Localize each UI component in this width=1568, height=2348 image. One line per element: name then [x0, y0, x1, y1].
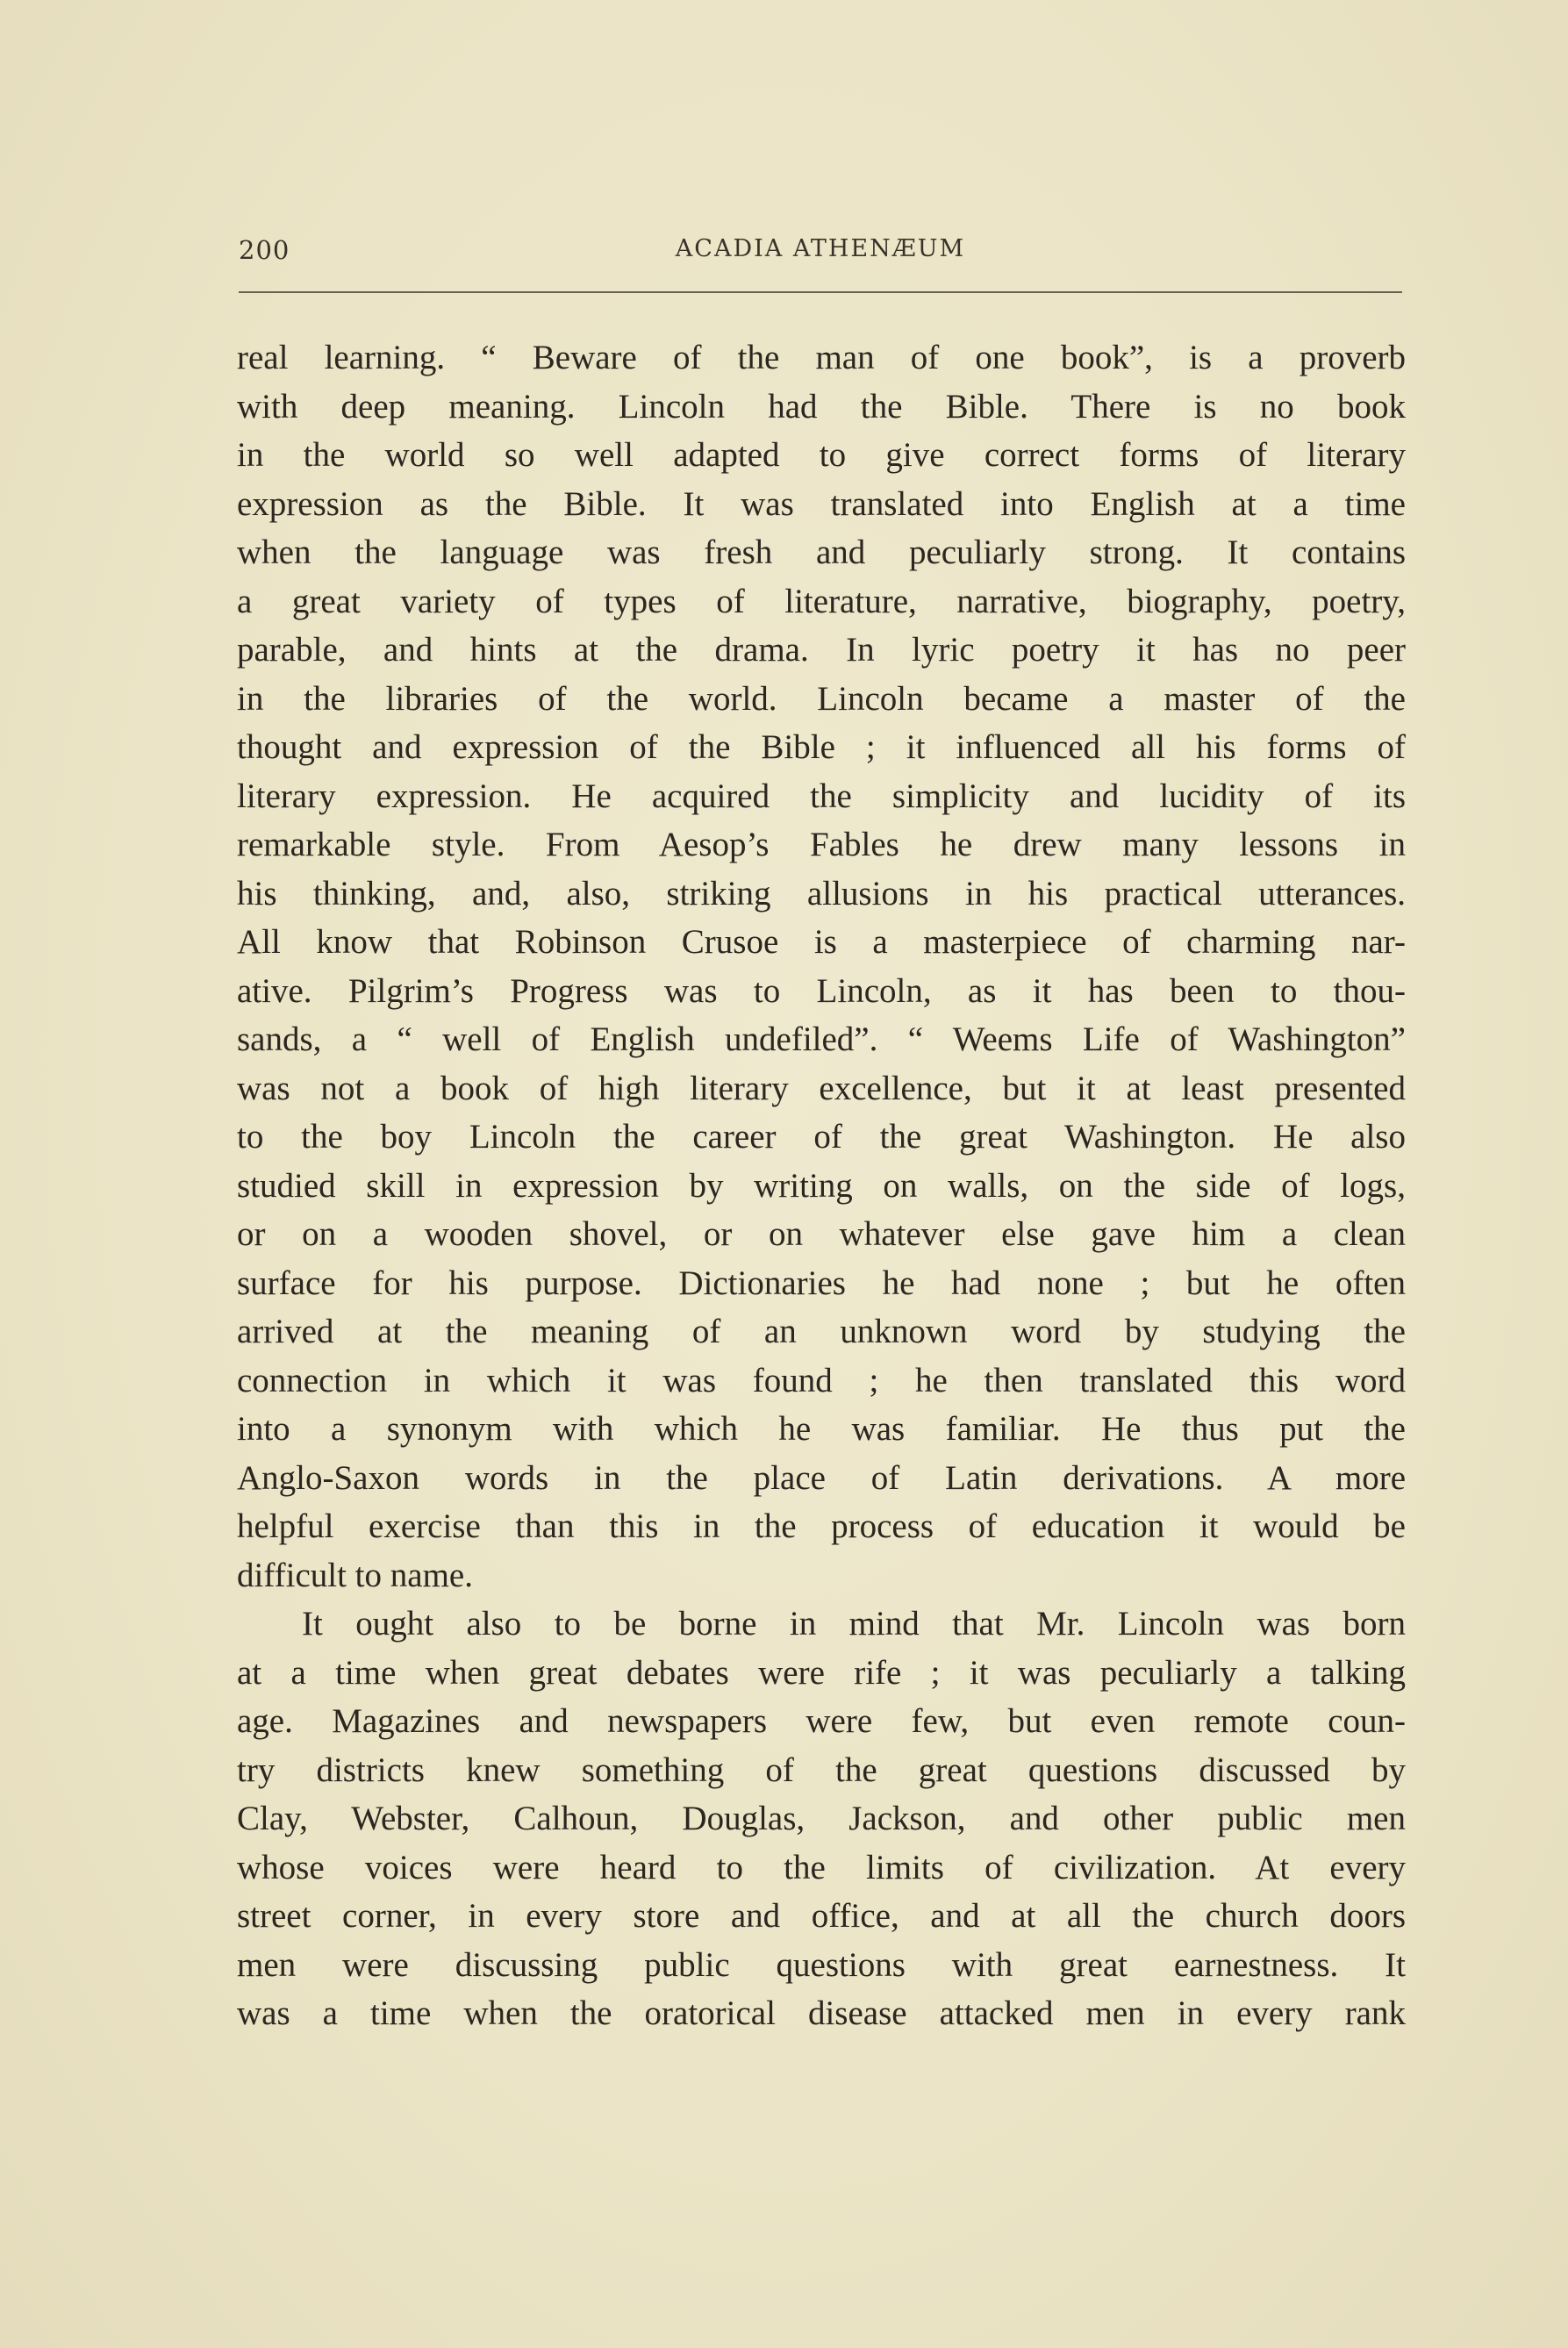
text-line: literary expression. He acquired the simplicity and lucidity of its — [237, 777, 1406, 815]
text-line: expression as the Bible. It was translated into English at a time — [237, 484, 1406, 523]
text-line: try districts knew something of the great questions discussed by — [237, 1750, 1406, 1789]
text-line: ative. Pilgrim’s Progress was to Lincoln, as it has been to thou- — [237, 971, 1406, 1010]
page-number: 200 — [239, 235, 290, 265]
text-line: helpful exercise than this in the process of education it would be — [237, 1507, 1406, 1545]
text-line: thought and expression of the Bible ; it influenced all his forms of — [237, 728, 1406, 766]
page-header — [239, 235, 1402, 274]
text-line: street corner, in every store and office, and at all the church doors — [237, 1897, 1406, 1935]
text-line: Clay, Webster, Calhoun, Douglas, Jackson, and other public men — [237, 1800, 1406, 1837]
text-line: in the libraries of the world. Lincoln became a master of the — [237, 679, 1406, 718]
text-line: parable, and hints at the drama. In lyric poetry it has no peer — [237, 631, 1406, 669]
text-line: sands, a “ well of English undefiled”. “ Weems Life of Washington” — [237, 1020, 1406, 1058]
text-line: studied skill in expression by writing on walls, on the side of logs, — [237, 1166, 1406, 1205]
header-rule — [239, 291, 1402, 293]
text-line: whose voices were heard to the limits of civilization. At every — [237, 1848, 1406, 1886]
text-line: his thinking, and, also, striking allusions in his practical utterances. — [237, 874, 1406, 913]
text-line: in the world so well adapted to give correct forms of literary — [237, 436, 1406, 474]
text-line: Anglo-Saxon words in the place of Latin derivations. A more — [237, 1458, 1406, 1497]
text-line: surface for his purpose. Dictionaries he had none ; but he often — [237, 1263, 1406, 1302]
text-line: to the boy Lincoln the career of the great Washington. He also — [237, 1118, 1406, 1156]
paragraph-end-line: difficult to name. — [237, 1556, 473, 1594]
text-line: at a time when great debates were rife ; it was peculiarly a talking — [237, 1653, 1406, 1692]
text-line: remarkable style. From Aesop’s Fables he drew many lessons in — [237, 826, 1406, 863]
text-line: All know that Robinson Crusoe is a masterpiece of charming nar- — [237, 923, 1406, 961]
text-line: or on a wooden shovel, or on whatever else gave him a clean — [237, 1215, 1406, 1253]
text-line: age. Magazines and newspapers were few, but even remote coun- — [237, 1702, 1406, 1740]
text-line: into a synonym with which he was familiar. He thus put the — [237, 1410, 1406, 1448]
text-line: arrived at the meaning of an unknown word by studying the — [237, 1313, 1406, 1350]
body-text — [237, 333, 1406, 2038]
text-line: was not a book of high literary excellence, but it at least presented — [237, 1069, 1406, 1107]
text-line: a great variety of types of literature, narrative, biography, poetry, — [237, 582, 1406, 620]
paragraph-start-line: It ought also to be borne in mind that Mr. Lincoln was born — [302, 1605, 1406, 1643]
text-line: with deep meaning. Lincoln had the Bible. There is no book — [237, 387, 1406, 426]
text-line: when the language was fresh and peculiarly strong. It contains — [237, 533, 1406, 571]
running-head: ACADIA ATHENÆUM — [675, 235, 966, 262]
text-line: connection in which it was found ; he then translated this word — [237, 1361, 1406, 1399]
text-line: was a time when the oratorical disease attacked men in every rank — [237, 1994, 1406, 2032]
text-line: men were discussing public questions with great earnestness. It — [237, 1945, 1406, 1984]
text-line: real learning. “ Beware of the man of one book”, is a proverb — [237, 339, 1406, 376]
